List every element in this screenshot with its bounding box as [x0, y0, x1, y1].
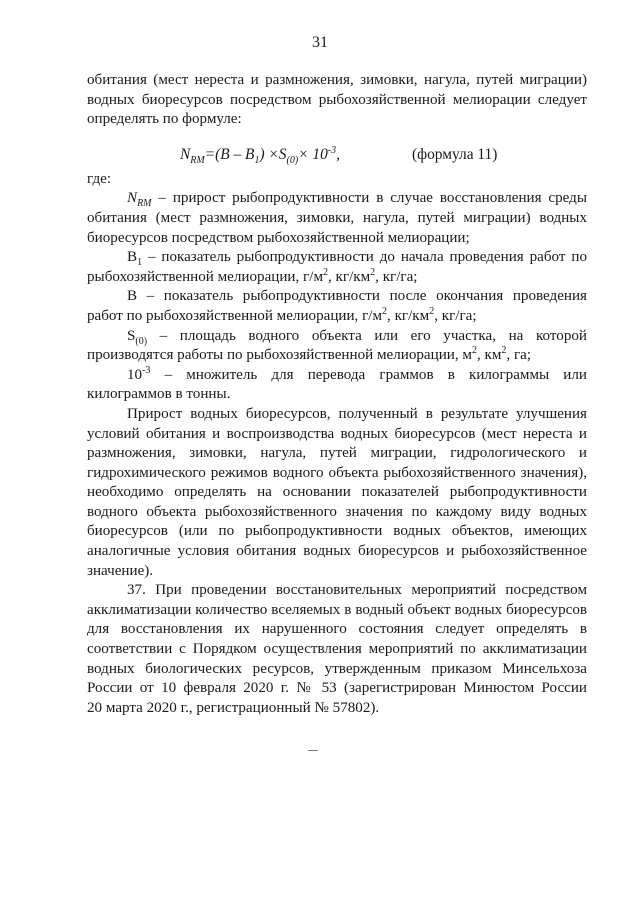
paragraph-37-line-7: 20 марта 2020 г., регистрационный № 57802). [87, 699, 380, 716]
definition-s0-line-2: производятся работы по рыбохозяйственной мелиорации, $м^2$, $км^2$, га; [87, 345, 532, 364]
definition-s0-line-1: $S_{(0)}$ – площадь водного объекта или его участка, на которой [127, 327, 587, 347]
paragraph-37-line-6: России от 10 февраля 2020 г. № 53 (зарегистрирован Минюстом России [87, 680, 587, 697]
paragraph-1-line-9: значение). [87, 562, 154, 579]
definition-nrm-line-2: обитания (мест размножения, зимовки, нагула, путей миграции) водных [87, 209, 587, 226]
paragraph-1-line-4: гидрохимического режимов водного объекта рыбохозяйственного значения), [87, 464, 587, 481]
paragraph-1-line-7: биоресурсов (или по рыбопродуктивности водных объектов, имеющих [87, 523, 587, 540]
definition-b-line-2: работ по рыбохозяйственной мелиорации, $г/м^2$, $кг/км^2$, кг/га; [87, 305, 477, 324]
paragraph-37-line-2: акклиматизации количество вселяемых в водный объект водных биоресурсов [87, 601, 587, 618]
where-label: где: [87, 170, 112, 187]
definition-nrm-line-1: $N_{RM}$ – прирост рыбопродуктивности в случае восстановления среды [127, 190, 587, 210]
definition-multiplier-line-2: килограммов в тонны. [87, 386, 231, 403]
definition-b1-line-1: $B_1$ – показатель рыбопродуктивности до начала проведения работ по [127, 249, 587, 269]
paragraph-1-line-2: условий обитания и воспроизводства водных биоресурсов (мест нереста и [87, 425, 587, 442]
paragraph-37-line-1: 37. При проведении восстановительных мероприятий посредством [127, 582, 587, 599]
formula-expression: $N_{RM}=(B - B_1) \times S_{(0)}\times 10^{-3}$, [180, 144, 340, 166]
formula-label: (формула 11) [412, 145, 498, 163]
scan-dash-mark [308, 750, 318, 751]
definition-nrm-line-3: биоресурсов посредством рыбохозяйственной мелиорации; [87, 229, 470, 246]
intro-line-1: обитания (мест нереста и размножения, зимовки, нагула, путей миграции) [87, 72, 587, 88]
page-number: 31 [312, 34, 328, 51]
paragraph-1-line-8: аналогичные условия обитания водных биоресурсов и рыбохозяйственное [87, 543, 587, 560]
definition-b1-line-2: рыбохозяйственной мелиорации, $г/м^2$, $кг/км^2$, кг/га; [87, 266, 418, 285]
definition-b-line-1: B – показатель рыбопродуктивности после окончания проведения [127, 288, 587, 305]
paragraph-37-line-4: соответствии с Порядком осуществления мероприятий по акклиматизации [87, 641, 587, 658]
paragraph-1-line-6: водного объекта рыбохозяйственного значения по каждому виду водных [87, 503, 587, 520]
paragraph-1-line-5: необходимо определять на основании показателей рыбопродуктивности [87, 484, 587, 501]
paragraph-37-line-3: для восстановления их нарушенного состояния следует определять в [87, 621, 587, 638]
document-body [87, 71, 587, 718]
formula-11 [87, 145, 587, 167]
intro-line-3: определять по формуле: [87, 111, 242, 128]
paragraph-1-line-1: Прирост водных биоресурсов, полученный в результате улучшения [127, 405, 587, 422]
intro-line-2: водных биоресурсов посредством рыбохозяйственной мелиорации следует [87, 91, 587, 108]
paragraph-1-line-3: размножения, зимовки, нагула, путей миграции, гидрологического и [87, 445, 587, 462]
definition-multiplier-line-1: $10^{-3}$ – множитель для перевода граммов в килограммы или [127, 364, 587, 383]
paragraph-37-line-5: водных биологических ресурсов, утвержденным приказом Минсельхоза [87, 660, 587, 677]
